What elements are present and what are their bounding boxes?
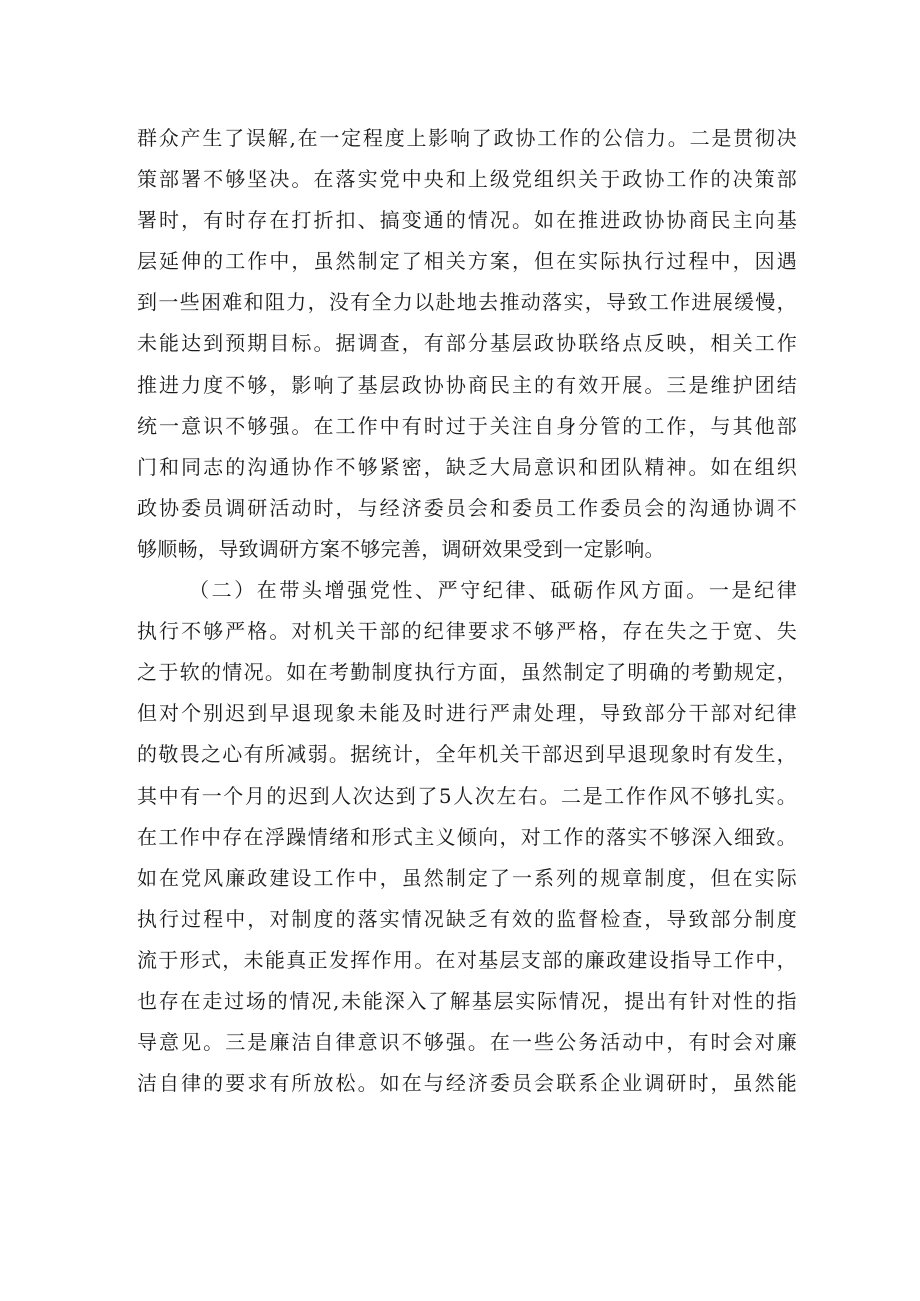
text-line: 够顺畅，导致调研方案不够完善，调研效果受到一定影响。 — [137, 536, 665, 561]
document-body — [137, 118, 797, 1104]
text-line: 统一意识不够强。在工作中有时过于关注自身分管的工作，与其他部 — [137, 413, 797, 438]
text-line: 也存在走过场的情况,未能深入了解基层实际情况，提出有针对性的指 — [137, 988, 797, 1013]
text-line: 如在党风廉政建设工作中，虽然制定了一系列的规章制度，但在实际 — [137, 865, 797, 890]
text-line: 其中有一个月的迟到人次达到了5人次左右。二是工作作风不够扎实。 — [137, 783, 797, 808]
text-line: 的敬畏之心有所减弱。据统计，全年机关干部迟到早退现象时有发生， — [137, 742, 797, 767]
text-line: 未能达到预期目标。据调查，有部分基层政协联络点反映，相关工作 — [137, 331, 797, 356]
text-line: 策部署不够坚决。在落实党中央和上级党组织关于政协工作的决策部 — [137, 167, 797, 192]
text-line: 执行不够严格。对机关干部的纪律要求不够严格，存在失之于宽、失 — [137, 619, 797, 644]
text-line: 流于形式，未能真正发挥作用。在对基层支部的廉政建设指导工作中， — [137, 947, 797, 972]
text-line: 导意见。三是廉洁自律意识不够强。在一些公务活动中，有时会对廉 — [137, 1030, 797, 1055]
text-line: 层延伸的工作中，虽然制定了相关方案，但在实际执行过程中，因遇 — [137, 249, 797, 274]
text-line: 群众产生了误解,在一定程度上影响了政协工作的公信力。二是贯彻决 — [137, 126, 797, 150]
text-line: 洁自律的要求有所放松。如在与经济委员会联系企业调研时，虽然能 — [137, 1071, 797, 1096]
text-line: 门和同志的沟通协作不够紧密，缺乏大局意识和团队精神。如在组织 — [137, 454, 797, 479]
text-line: 署时，有时存在打折扣、搞变通的情况。如在推进政协协商民主向基 — [137, 208, 797, 233]
paragraph-1 — [137, 118, 797, 570]
text-line: 在工作中存在浮躁情绪和形式主义倾向，对工作的落实不够深入细致。 — [137, 824, 797, 849]
section-heading-line: （二）在带头增强党性、严守纪律、砥砺作风方面。一是纪律 — [189, 578, 797, 603]
text-line: 推进力度不够，影响了基层政协协商民主的有效开展。三是维护团结 — [137, 372, 797, 397]
text-line: 但对个别迟到早退现象未能及时进行严肃处理，导致部分干部对纪律 — [137, 701, 797, 726]
text-line: 政协委员调研活动时，与经济委员会和委员工作委员会的沟通协调不 — [137, 495, 797, 520]
text-line: 之于软的情况。如在考勤制度执行方面，虽然制定了明确的考勤规定， — [137, 660, 797, 685]
text-line: 执行过程中，对制度的落实情况缺乏有效的监督检查，导致部分制度 — [137, 906, 797, 931]
paragraph-2 — [137, 570, 797, 1104]
text-line: 到一些困难和阻力，没有全力以赴地去推动落实，导致工作进展缓慢， — [137, 290, 797, 315]
